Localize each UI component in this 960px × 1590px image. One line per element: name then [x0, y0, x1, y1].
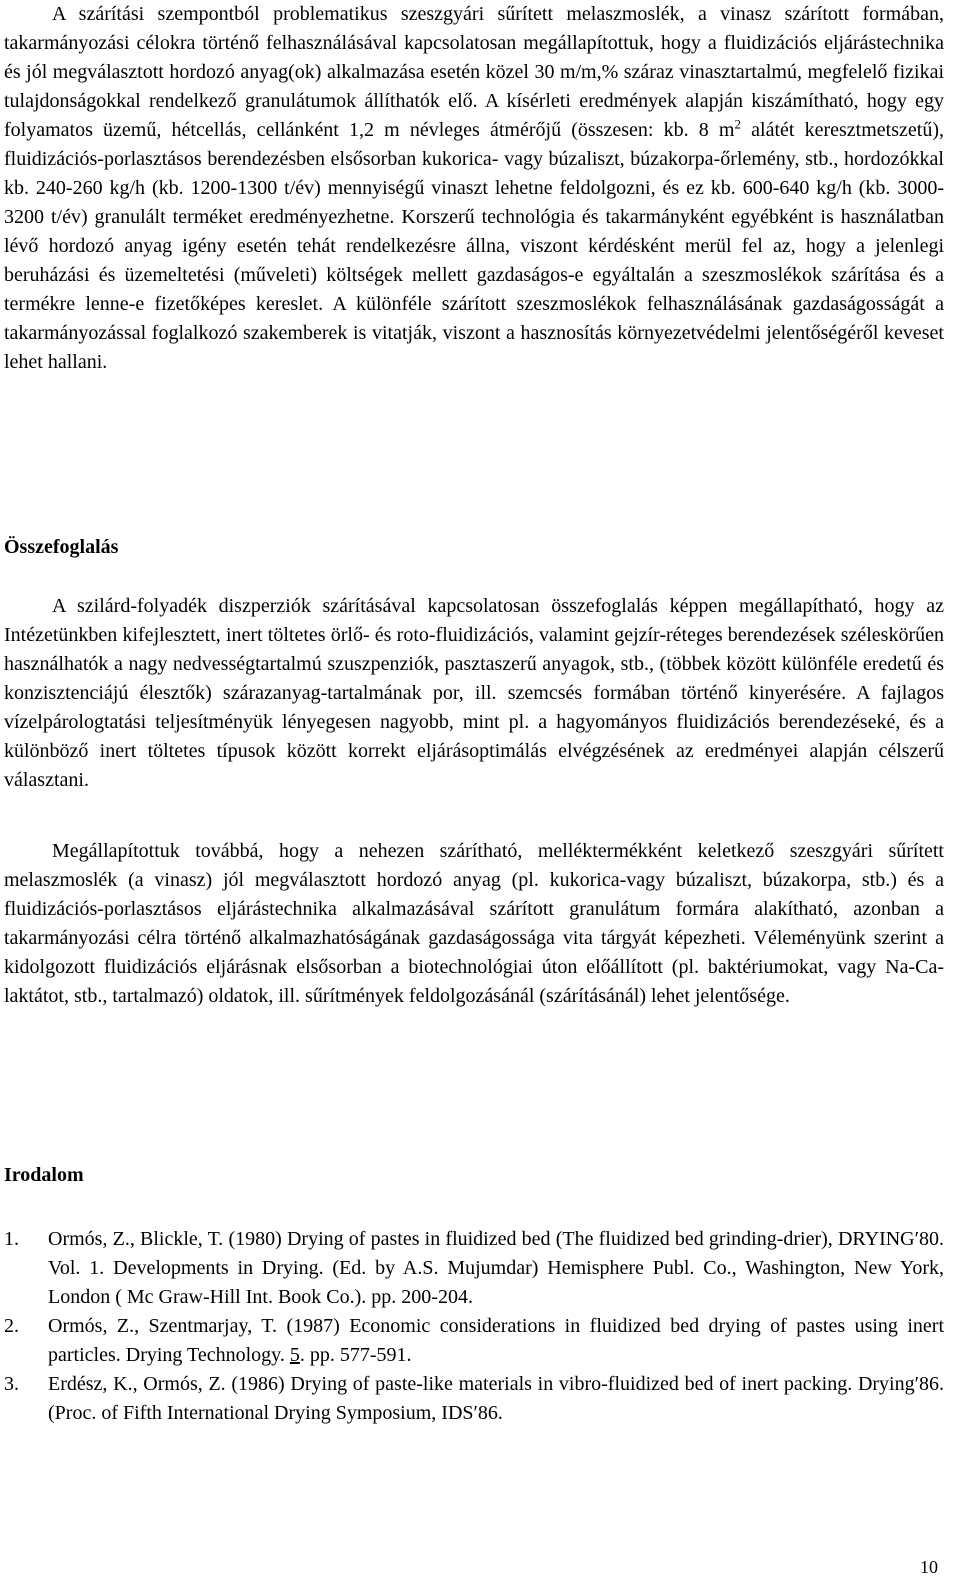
- reference-pages: . pp. 577-591.: [299, 1344, 412, 1366]
- page-number: 10: [920, 1557, 938, 1577]
- paragraph-vinasz: [4, 0, 944, 377]
- paragraph-vinasz-text: [4, 0, 944, 377]
- reference-number: 1.: [4, 1228, 19, 1250]
- reference-text: Ormós, Z., Blickle, T. (1980) Drying of pastes in fluidized bed (The fluidized bed grinding-drier), DRYING′80. Vol. 1. Developments in Drying. (Ed. by A.S. Mujumdar) Hemisphere Publ. Co., Washington, New York, London ( Mc Graw-Hill Int. Book Co.). pp. 200-204.: [48, 1228, 944, 1308]
- reference-item: [4, 1225, 944, 1312]
- reference-number: 2.: [4, 1315, 19, 1337]
- heading-summary: Összefoglalás: [4, 536, 119, 558]
- paragraph-summary-2: Megállapítottuk továbbá, hogy a nehezen szárítható, melléktermékként keletkező szeszgyári sűrített melaszmoslék (a vinasz) jól megválasztott hordozó anyag (pl. kukorica-vagy búzaliszt, búzakorpa, stb.) és a fluidizációs-porlasztásos eljárástechnika alkalmazásával szárított granulátum formára alakítható, azonban a takarmányozási célra történő alkalmazhatóságának gazdaságossága vita tárgyát képezheti. Véleményünk szerint a kidolgozott fluidizációs eljárásnak elsősorban a biotechnológiai úton előállított (pl. baktériumokat, vagy Na-Ca-laktátot, stb., tartalmazó) oldatok, ill. sűrítmények feldolgozásánál (szárításánál) lehet jelentősége.: [4, 840, 944, 1007]
- reference-list: [4, 1225, 944, 1428]
- reference-item: [4, 1370, 944, 1428]
- reference-item: [4, 1312, 944, 1370]
- paragraph-vinasz-part2: alátét keresztmetszetű), fluidizációs-porlasztásos berendezésben elsősorban kukorica- vagy búzaliszt, búzakorpa-őrlemény, stb., hordozókkal kb. 240-260 kg/h (kb. 1200-1300 t/év) mennyiségű vinaszt lehetne feldolgozni, és ez kb. 600-640 kg/h (kb. 3000-3200 t/év) granulált terméket eredményezhetne. Korszerű technológia és takarmányként egyébként is használatban lévő hordozó anyag igény esetén tehát rendelkezésre állna, viszont kérdésként merül fel az, hogy a jelenlegi beruházási és üzemeltetési (műveleti) költségek mellett gazdaságos-e egyáltalán a szeszmoslékok szárítása és a termékre lenne-e fizetőképes kereslet. A különféle szárított szeszmoslékok felhasználásának gazdaságosságát a takarmányozással foglalkozó szakemberek is vitatják, viszont a hasznosítás környezetvédelmi jelentőségéről keveset lehet hallani.: [4, 119, 944, 373]
- reference-volume: 5: [289, 1344, 300, 1366]
- heading-references: Irodalom: [4, 1164, 84, 1186]
- superscript-2: 2: [734, 116, 741, 132]
- paragraph-vinasz-part1: A szárítási szempontból problematikus szeszgyári sűrített melaszmoslék, a vinasz szárított formában, takarmányozási célokra történő felhasználásával kapcsolatosan megállapítottuk, hogy a fluidizációs eljárástechnika és jól megválasztott hordozó anyag(ok) alkalmazása esetén közel 30 m/m,% száraz vinasztartalmú, megfelelő fizikai tulajdonságokkal rendelkező granulátumok állíthatók elő. A kísérleti eredmények alapján kiszámítható, hogy egy folyamatos üzemű, hétcellás, cellánként 1,2 m névleges átmérőjű (összesen: kb. 8 m: [4, 3, 944, 141]
- reference-text: Ormós, Z., Szentmarjay, T. (1987) Economic considerations in fluidized bed drying of pastes using inert particles. Drying Technology.: [48, 1315, 944, 1366]
- reference-text: Erdész, K., Ormós, Z. (1986) Drying of paste-like materials in vibro-fluidized bed of inert packing. Drying′86. (Proc. of Fifth International Drying Symposium, IDS′86.: [48, 1373, 944, 1424]
- paragraph-summary-1: A szilárd-folyadék diszperziók szárításával kapcsolatosan összefoglalás képpen megállapítható, hogy az Intézetünkben kifejlesztett, inert töltetes örlő- és roto-fluidizációs, valamint gejzír-réteges berendezések széleskörűen használhatók a nagy nedvességtartalmú szuszpenziók, pasztaszerű anyagok, stb., (többek között különféle eredetű és konzisztenciájú élesztők) szárazanyag-tartalmának por, ill. szemcsés formában történő kinyerésére. A fajlagos vízelpárologtatási teljesítményük lényegesen nagyobb, mint pl. a hagyományos fluidizációs berendezéseké, és a különböző inert töltetes típusok között korrekt eljárásoptimálás elvégzésének az eredményei alapján célszerű választani.: [4, 595, 944, 791]
- reference-number: 3.: [4, 1373, 19, 1395]
